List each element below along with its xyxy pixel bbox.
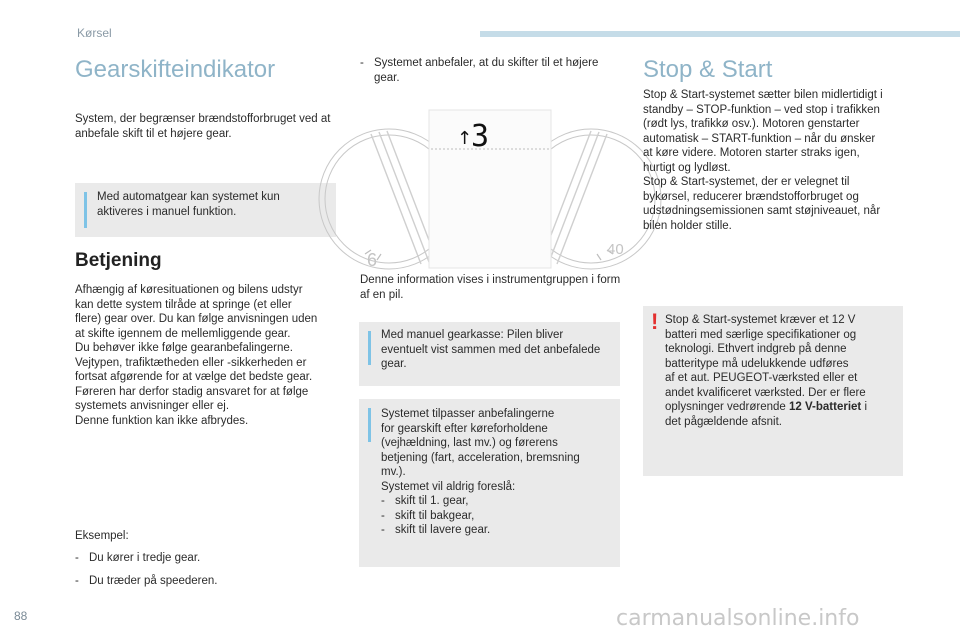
body-line: at køre videre. Motoren starter straks igen, [643,147,860,159]
warning-body [665,313,893,429]
body-line: Stop & Start-systemet, der er velegnet til [643,176,850,188]
body-line: standby – STOP-funktion – ved stop i trafikken [643,103,880,116]
note-line: Systemet tilpasser anbefalingerne [381,408,555,420]
note-text: Med automatgear kan systemet kun aktiveres i manuel funktion. [97,191,280,218]
body-line: kan dette system tilråde at springe (et eller [75,298,292,311]
never-suggest-item: - skift til lavere gear. [381,523,610,538]
body-line: automatisk – START-funktion – når du ønsker [643,132,876,145]
note-manual-gearbox [359,322,620,386]
warning-line: batteri med særlige specifikationer og [665,328,857,341]
body-line: fortsat afgørende for at vælge det bedste gear. [75,371,313,383]
dial-digit-left: 6 [367,250,378,270]
body-line: bykørsel, reducerer brændstofforbruget og [643,190,859,203]
body-line: flere) gear over. Du kan følge anvisningen uden [75,313,318,325]
note-line: for gearskift efter køreforholdene [381,422,548,435]
body-line: at skifte igennem de mellemliggende gear. [75,327,291,340]
warning-line: batteritype må udelukkende udføres [665,357,849,370]
page-title-stop-start: Stop & Start [643,56,773,83]
display-caption: Denne information vises i instrumentgruppen i form af en pil. [360,274,621,301]
body-line: udstødningsemissionen samt støjniveauet, når [643,205,881,217]
example-item: - Du kører i tredje gear. [75,551,335,566]
warning-line: af et aut. PEUGEOT-værksted eller et [665,372,858,384]
recommendation-item: - Systemet anbefaler, at du skifter til et højere gear. [360,56,622,85]
gear-digit: 3 [471,119,490,154]
dial-digit-right: 40 [607,241,624,258]
body-line: hurtigt og lydløst. [643,161,731,174]
recommendation-list [360,56,622,85]
never-suggest-list [381,494,610,538]
warning-line-mixed [665,400,893,415]
page-title-gearskifteindikator: Gearskifteindikator [75,56,276,83]
body-line: Du behøver ikke følge gearanbefalingerne. [75,342,293,354]
body-line: Føreren har derfor stadig ansvaret for at følge [75,385,309,398]
stop-start-body [643,88,908,233]
subtitle-betjening: Betjening [75,250,162,271]
warning-battery [643,306,903,476]
note-line: mv.). [381,466,406,478]
note-accent-bar [84,192,87,228]
body-line: Denne funktion kan ikke afbrydes. [75,414,249,427]
watermark: carmanualsonline.info [616,606,860,631]
note-system-adapts [359,399,620,567]
note-line: betjening (fart, acceleration, bremsning [381,451,580,464]
warning-line: teknologi. Ethvert indgreb på denne [665,343,847,355]
page-number: 88 [14,609,28,623]
body-line: Afhængig af køresituationen og bilens udstyr [75,284,303,296]
warning-text: i [861,401,867,413]
warning-bold-text: 12 V-batteriet [789,401,862,413]
up-arrow-icon: ↑ [457,128,473,149]
warning-line: Stop & Start-systemet kræver et 12 V [665,314,856,326]
instrument-cluster-illustration [359,104,624,270]
note-text: Med manuel gearkasse: Pilen bliver eventuelt vist sammen med det anbefalede gear. [381,329,601,370]
note-body [381,407,610,538]
section-label: Kørsel [77,26,112,40]
warning-line: andet kvalificeret værksted. Der er flere [665,386,866,399]
warning-text: oplysninger vedrørende [665,401,790,413]
note-accent-bar [368,408,371,442]
note-automatic-gear [75,183,336,237]
never-suggest-item: - skift til bakgear, [381,509,610,524]
example-list [75,551,335,588]
example-item: - Du træder på speederen. [75,574,335,589]
body-line: (rødt lys, trafikkø osv.). Motoren genstarter [643,118,860,130]
never-suggest-item: - skift til 1. gear, [381,494,610,509]
warning-icon: ! [651,309,659,334]
example-label: Eksempel: [75,530,129,542]
body-line: Vejtypen, trafiktætheden eller -sikkerheden er [75,356,307,369]
instrument-cluster-figure [359,104,624,270]
betjening-body [75,283,340,428]
warning-line: det pågældende afsnit. [665,415,783,428]
intro-text: System, der begrænser brændstofforbruget ved at anbefale skift til et højere gear. [75,113,331,140]
note-line: Systemet vil aldrig foreslå: [381,480,516,493]
header-accent-bar [480,31,960,37]
note-line: (vejhældning, last mv.) og førerens [381,437,558,449]
note-accent-bar [368,331,371,365]
body-line: Stop & Start-systemet sætter bilen midlertidigt i [643,89,883,101]
body-line: systemets anvisninger eller ej. [75,400,230,412]
body-line: bilen holder stille. [643,219,732,232]
